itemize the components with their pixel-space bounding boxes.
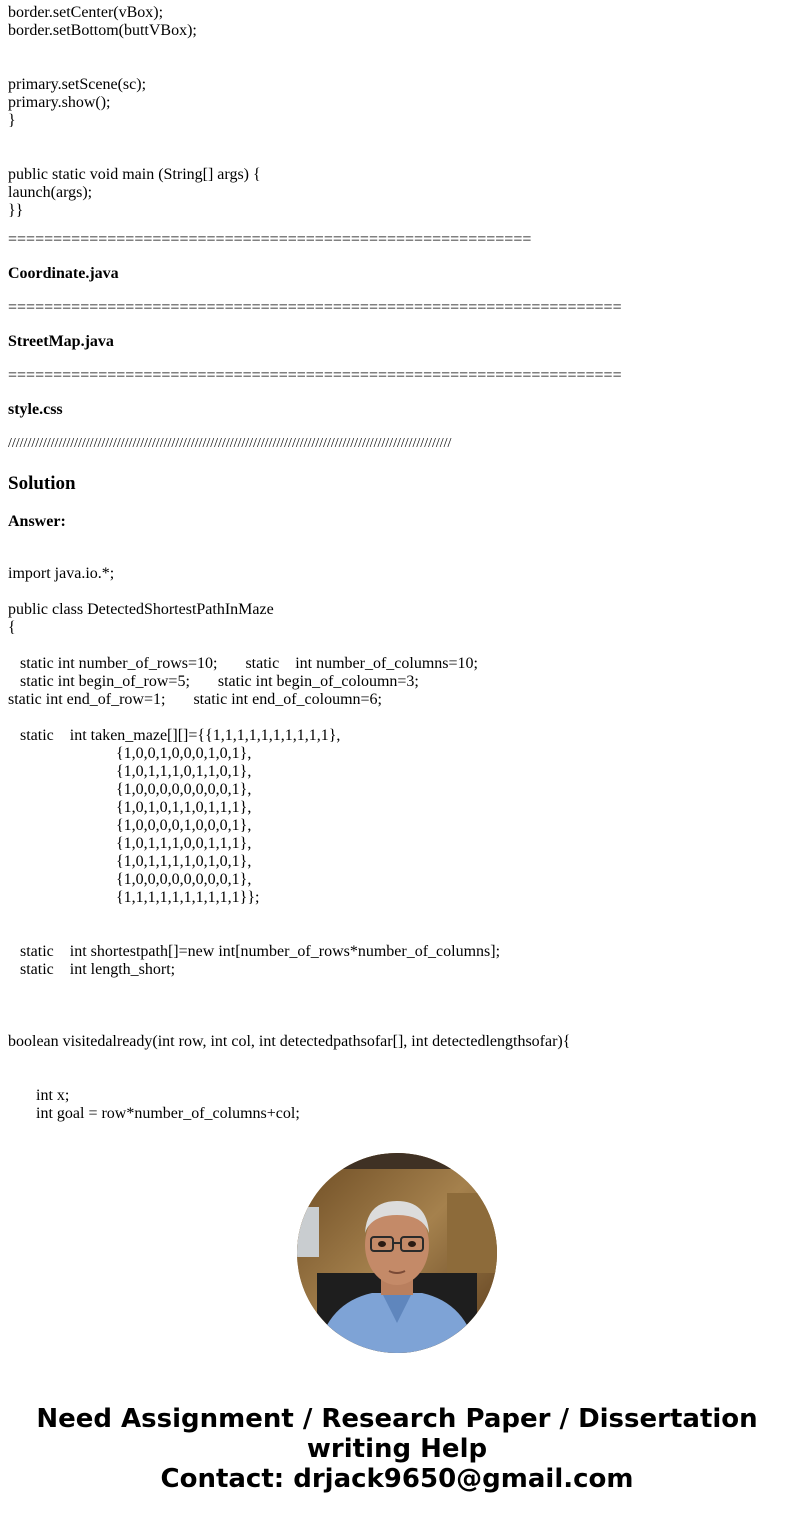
code-line: static int number_of_rows=10; static int number_of_columns=10; <box>8 655 478 672</box>
code-line: static int shortestpath[]=new int[number_of_rows*number_of_columns]; <box>8 943 501 960</box>
code-line: static int taken_maze[][]={{1,1,1,1,1,1,1,1,1,1}, <box>8 727 341 744</box>
code-line: {1,0,0,1,0,0,0,1,0,1}, <box>8 745 252 762</box>
author-photo <box>297 1153 497 1353</box>
code-line: static int begin_of_row=5; static int begin_of_coloumn=3; <box>8 673 419 690</box>
portrait-image <box>297 1153 497 1353</box>
code-line: { <box>8 619 16 636</box>
code-line: }} <box>8 202 24 219</box>
code-line: {1,0,0,0,0,1,0,0,0,1}, <box>8 817 252 834</box>
code-line: {1,0,1,0,1,1,0,1,1,1}, <box>8 799 252 816</box>
code-line: {1,1,1,1,1,1,1,1,1,1}}; <box>8 889 260 906</box>
code-line: {1,0,1,1,1,0,1,1,0,1}, <box>8 763 252 780</box>
code-line: int goal = row*number_of_columns+col; <box>8 1105 300 1122</box>
code-line: {1,0,1,1,1,0,0,1,1,1}, <box>8 835 252 852</box>
footer-contact: Contact: drjack9650@gmail.com <box>160 1464 634 1494</box>
footer-line-2: writing Help <box>306 1434 488 1464</box>
code-line: int x; <box>8 1087 70 1104</box>
file-title-coordinate: Coordinate.java <box>8 265 119 282</box>
code-line: border.setCenter(vBox); <box>8 4 164 21</box>
code-line: {1,0,0,0,0,0,0,0,0,1}, <box>8 781 252 798</box>
file-title-style: style.css <box>8 401 63 418</box>
code-line: } <box>8 112 16 129</box>
code-line: primary.setScene(sc); <box>8 76 147 93</box>
separator: ==================================================================== <box>8 299 622 316</box>
file-title-streetmap: StreetMap.java <box>8 333 114 350</box>
slash-separator: ////////////////////////////////////////////////////////////////////////////////////////////////////////////////// <box>8 436 452 451</box>
code-line: primary.show(); <box>8 94 111 111</box>
code-line: border.setBottom(buttVBox); <box>8 22 197 39</box>
answer-label: Answer: <box>8 513 66 530</box>
code-line: boolean visitedalready(int row, int col, int detectedpathsofar[], int detectedlengthsofar){ <box>8 1033 571 1050</box>
separator: ========================================================== <box>8 231 532 248</box>
code-line: {1,0,1,1,1,1,0,1,0,1}, <box>8 853 252 870</box>
code-line: launch(args); <box>8 184 93 201</box>
code-line: import java.io.*; <box>8 565 115 582</box>
footer-line-1: Need Assignment / Research Paper / Dissertation <box>36 1404 758 1434</box>
code-line: static int end_of_row=1; static int end_of_coloumn=6; <box>8 691 382 708</box>
code-line: {1,0,0,0,0,0,0,0,0,1}, <box>8 871 252 888</box>
code-line: public class DetectedShortestPathInMaze <box>8 601 274 618</box>
code-line: static int length_short; <box>8 961 176 978</box>
separator: ==================================================================== <box>8 367 622 384</box>
code-line: public static void main (String[] args) { <box>8 166 261 183</box>
solution-heading: Solution <box>8 473 76 494</box>
